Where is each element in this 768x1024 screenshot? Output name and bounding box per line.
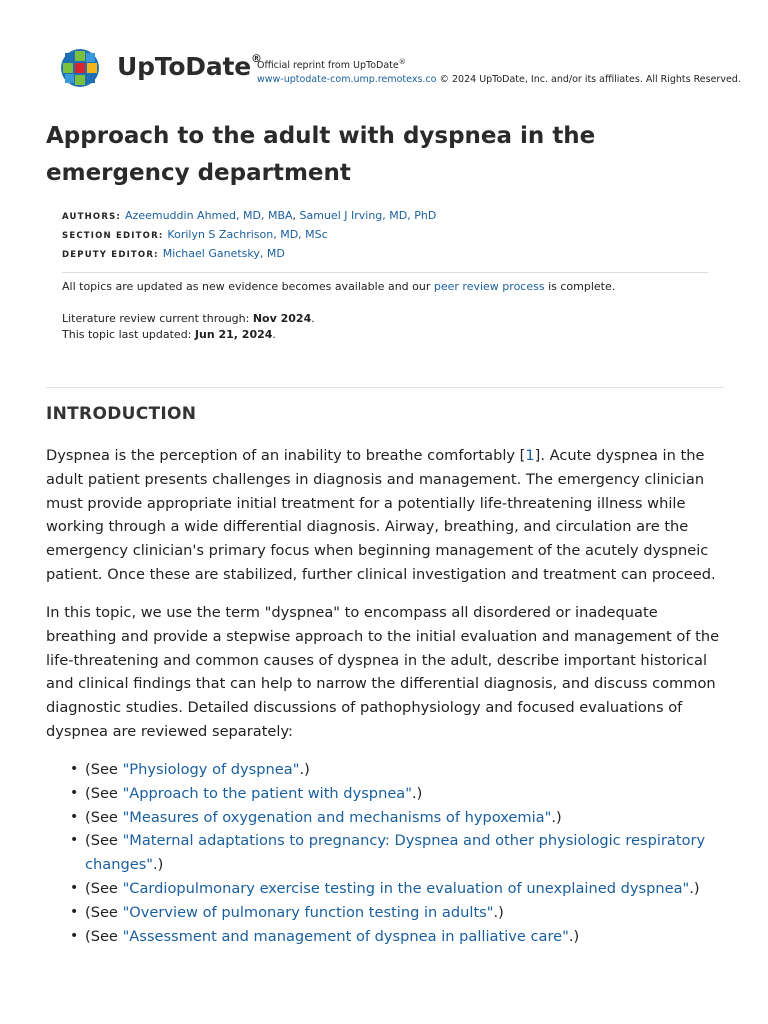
divider	[62, 272, 708, 273]
list-item: • (See "Approach to the patient with dyspnea".)	[70, 784, 423, 802]
list-item: • (See "Assessment and management of dyspnea in palliative care".)	[70, 927, 580, 945]
list-item: • (See "Physiology of dyspnea".)	[70, 761, 310, 778]
list-item: • (See "Measures of oxygenation and mechanisms of hypoxemia".)	[70, 808, 562, 826]
literature-review-date: Literature review current through: Nov 2024.	[62, 312, 315, 325]
topic-link[interactable]: "Approach to the patient with dyspnea"	[122, 784, 412, 802]
topic-link[interactable]: "Maternal adaptations to pregnancy: Dyspnea and other physiologic respiratory changes"	[85, 832, 706, 874]
section-heading-introduction: INTRODUCTION	[46, 404, 197, 424]
intro-paragraph-1: Dyspnea is the perception of an inability to breathe comfortably [1]. Acute dyspnea in the adult patient presents challenges in diagnosis and management. The emergency clinician must provide appropriate initial treatment for a potentially life-threatening illness while working through a wide differential diagnosis. Airway, breathing, and circulation are the emergency clinician's primary focus when beginning management of the acutely dyspneic patient. Once these are stabilized, further clinical investigation and treatment can proceed.	[46, 447, 716, 583]
uptodate-logo-icon	[60, 48, 100, 88]
deputy-editor-link[interactable]: Michael Ganetsky, MD	[162, 247, 285, 260]
reprint-notice: Official reprint from UpToDate® www-uptodate-com.ump.remotexs.co © 2024 UpToDate, Inc. and/or its affiliates. All Rights Reserved.	[257, 58, 741, 86]
copyright-text: © 2024 UpToDate, Inc. and/or its affiliates. All Rights Reserved.	[436, 74, 741, 86]
list-item: • (See "Overview of pulmonary function testing in adults".)	[70, 903, 504, 921]
list-item: • (See "Cardiopulmonary exercise testing in the evaluation of unexplained dyspnea".)	[70, 879, 700, 897]
last-updated-date: This topic last updated: Jun 21, 2024.	[62, 328, 276, 341]
section-editor-label: SECTION EDITOR:	[62, 231, 164, 241]
section-editor-link[interactable]: Korilyn S Zachrison, MD, MSc	[167, 228, 328, 241]
authors-block: AUTHORS: Azeemuddin Ahmed, MD, MBA, Samuel J Irving, MD, PhD SECTION EDITOR: Korilyn S Zachrison, MD, MSc DEPUTY EDITOR: Michael Ganetsky, MD	[62, 209, 437, 260]
deputy-editor-label: DEPUTY EDITOR:	[62, 250, 159, 260]
divider	[46, 387, 724, 388]
author-link[interactable]: Samuel J Irving, MD, PhD	[299, 209, 437, 222]
authors-label: AUTHORS:	[62, 212, 122, 222]
page-title: Approach to the adult with dyspnea in the emergency department	[46, 123, 596, 186]
page-header	[60, 48, 740, 90]
topic-link[interactable]: "Overview of pulmonary function testing in adults"	[122, 903, 494, 921]
peer-review-link[interactable]: peer review process	[433, 280, 545, 293]
update-note: All topics are updated as new evidence becomes available and our peer review process is complete.	[62, 280, 616, 293]
see-also-list	[46, 758, 722, 948]
intro-paragraph-2: In this topic, we use the term "dyspnea" to encompass all disordered or inadequate breathing and provide a stepwise approach to the initial evaluation and management of the life-threatening and common causes of dyspnea in the adult, describe important historical and clinical findings that can help to narrow the differential diagnosis, and discuss common diagnostic studies. Detailed discussions of pathophysiology and focused evaluations of dyspnea are reviewed separately:	[46, 604, 720, 740]
topic-link[interactable]: "Measures of oxygenation and mechanisms of hypoxemia"	[122, 808, 552, 826]
site-link[interactable]: www-uptodate-com.ump.remotexs.co	[257, 74, 437, 86]
reference-link[interactable]: 1	[525, 447, 535, 464]
topic-link[interactable]: "Physiology of dyspnea"	[122, 761, 300, 778]
list-item: • (See "Maternal adaptations to pregnancy: Dyspnea and other physiologic respiratory changes".)	[70, 832, 706, 874]
topic-link[interactable]: "Assessment and management of dyspnea in palliative care"	[122, 927, 569, 945]
review-dates	[62, 311, 315, 343]
author-link[interactable]: Azeemuddin Ahmed, MD, MBA	[125, 209, 293, 222]
brand-name: UpToDate®	[117, 51, 262, 81]
topic-link[interactable]: "Cardiopulmonary exercise testing in the evaluation of unexplained dyspnea"	[122, 879, 690, 897]
